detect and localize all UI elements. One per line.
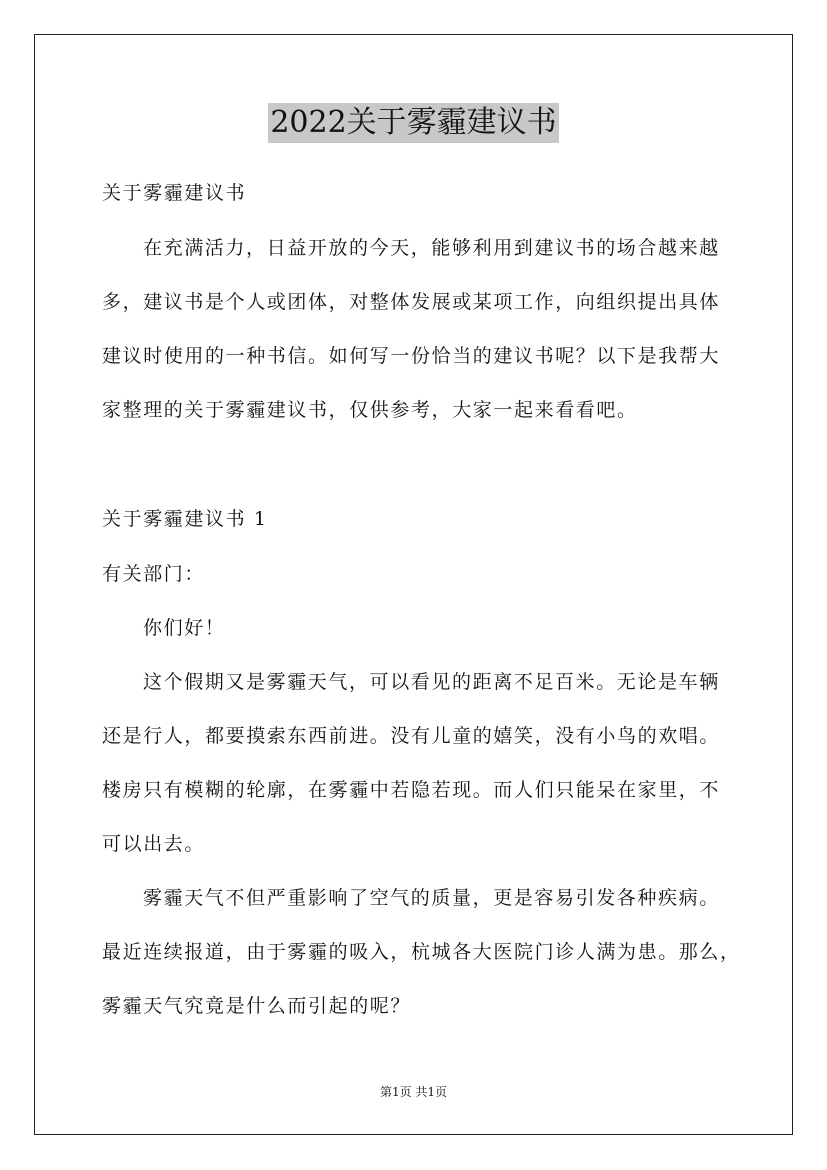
section-heading: 关于雾霾建议书 1 [102, 508, 268, 530]
title-container [0, 103, 827, 143]
intro-line-4: 家整理的关于雾霾建议书，仅供参考，大家一起来看看吧。 [102, 399, 638, 421]
para2-line-1: 雾霾天气不但严重影响了空气的质量，更是容易引发各种疾病。 [143, 887, 720, 909]
para2-line-2: 最近连续报道，由于雾霾的吸入，杭城各大医院门诊人满为患。那么， [102, 941, 741, 963]
salutation: 有关部门： [102, 563, 206, 585]
page-footer: 第1页 共1页 [379, 1085, 448, 1099]
para1-line-4: 可以出去。 [102, 833, 206, 855]
para1-line-1: 这个假期又是雾霾天气，可以看见的距离不足百米。无论是车辆 [143, 671, 720, 693]
para1-line-2: 还是行人，都要摸索东西前进。没有儿童的嬉笑，没有小鸟的欢唱。 [102, 725, 721, 747]
document-subtitle: 关于雾霾建议书 [102, 182, 247, 204]
para2-line-3: 雾霾天气究竟是什么而引起的呢？ [102, 995, 412, 1017]
intro-line-2: 多，建议书是个人或团体，对整体发展或某项工作，向组织提出具体 [102, 291, 721, 313]
para1-line-3: 楼房只有模糊的轮廓，在雾霾中若隐若现。而人们只能呆在家里，不 [102, 779, 721, 801]
intro-line-1: 在充满活力，日益开放的今天，能够利用到建议书的场合越来越 [143, 237, 720, 259]
intro-line-3: 建议时使用的一种书信。如何写一份恰当的建议书呢？以下是我帮大 [102, 345, 721, 367]
greeting: 你们好！ [143, 617, 226, 639]
document-title[interactable]: 2022关于雾霾建议书 [268, 103, 558, 143]
